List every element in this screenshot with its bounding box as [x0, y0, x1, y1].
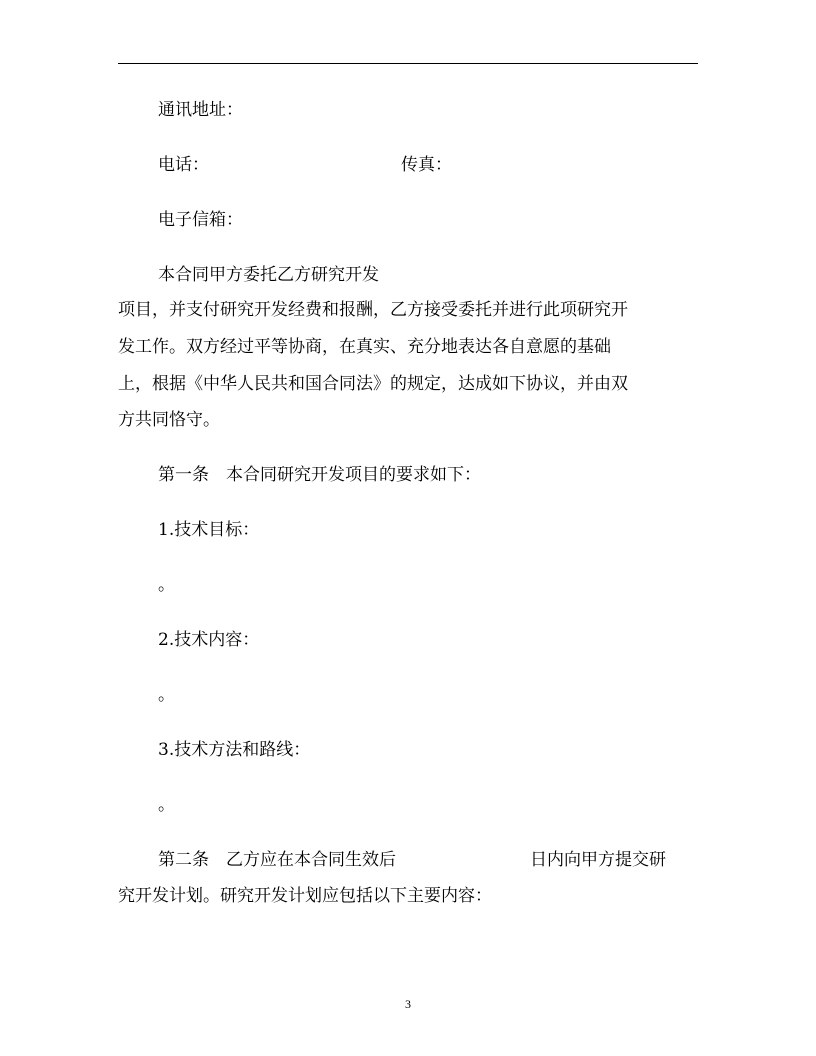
item-2-end: 。	[158, 685, 175, 705]
header-rule	[118, 63, 698, 64]
email-label: 电子信箱：	[158, 210, 243, 230]
item-1-end: 。	[158, 575, 175, 595]
item-3-label: 3.技术方法和路线：	[158, 740, 311, 760]
intro-line-4: 上，根据《中华人民共和国合同法》的规定，达成如下协议，并由双	[118, 374, 628, 394]
article-1-heading: 第一条 本合同研究开发项目的要求如下：	[158, 465, 481, 485]
article-2-line-1a: 第二条 乙方应在本合同生效后	[158, 850, 396, 870]
article-2-line-1b: 日内向甲方提交研	[530, 850, 666, 870]
intro-line-3: 发工作。双方经过平等协商，在真实、充分地表达各自意愿的基础	[118, 337, 611, 357]
intro-line-5: 方共同恪守。	[118, 410, 220, 430]
item-2-label: 2.技术内容：	[158, 630, 260, 650]
item-1-label: 1.技术目标：	[158, 520, 260, 540]
fax-label: 传真：	[401, 155, 452, 175]
intro-line-2: 项目，并支付研究开发经费和报酬，乙方接受委托并进行此项研究开	[118, 300, 628, 320]
article-2-line-2: 究开发计划。研究开发计划应包括以下主要内容：	[118, 886, 492, 906]
phone-label: 电话：	[158, 155, 209, 175]
page-number: 3	[405, 997, 411, 1011]
intro-line-1: 本合同甲方委托乙方研究开发	[158, 265, 379, 285]
item-3-end: 。	[158, 795, 175, 815]
address-label: 通讯地址：	[158, 100, 243, 120]
